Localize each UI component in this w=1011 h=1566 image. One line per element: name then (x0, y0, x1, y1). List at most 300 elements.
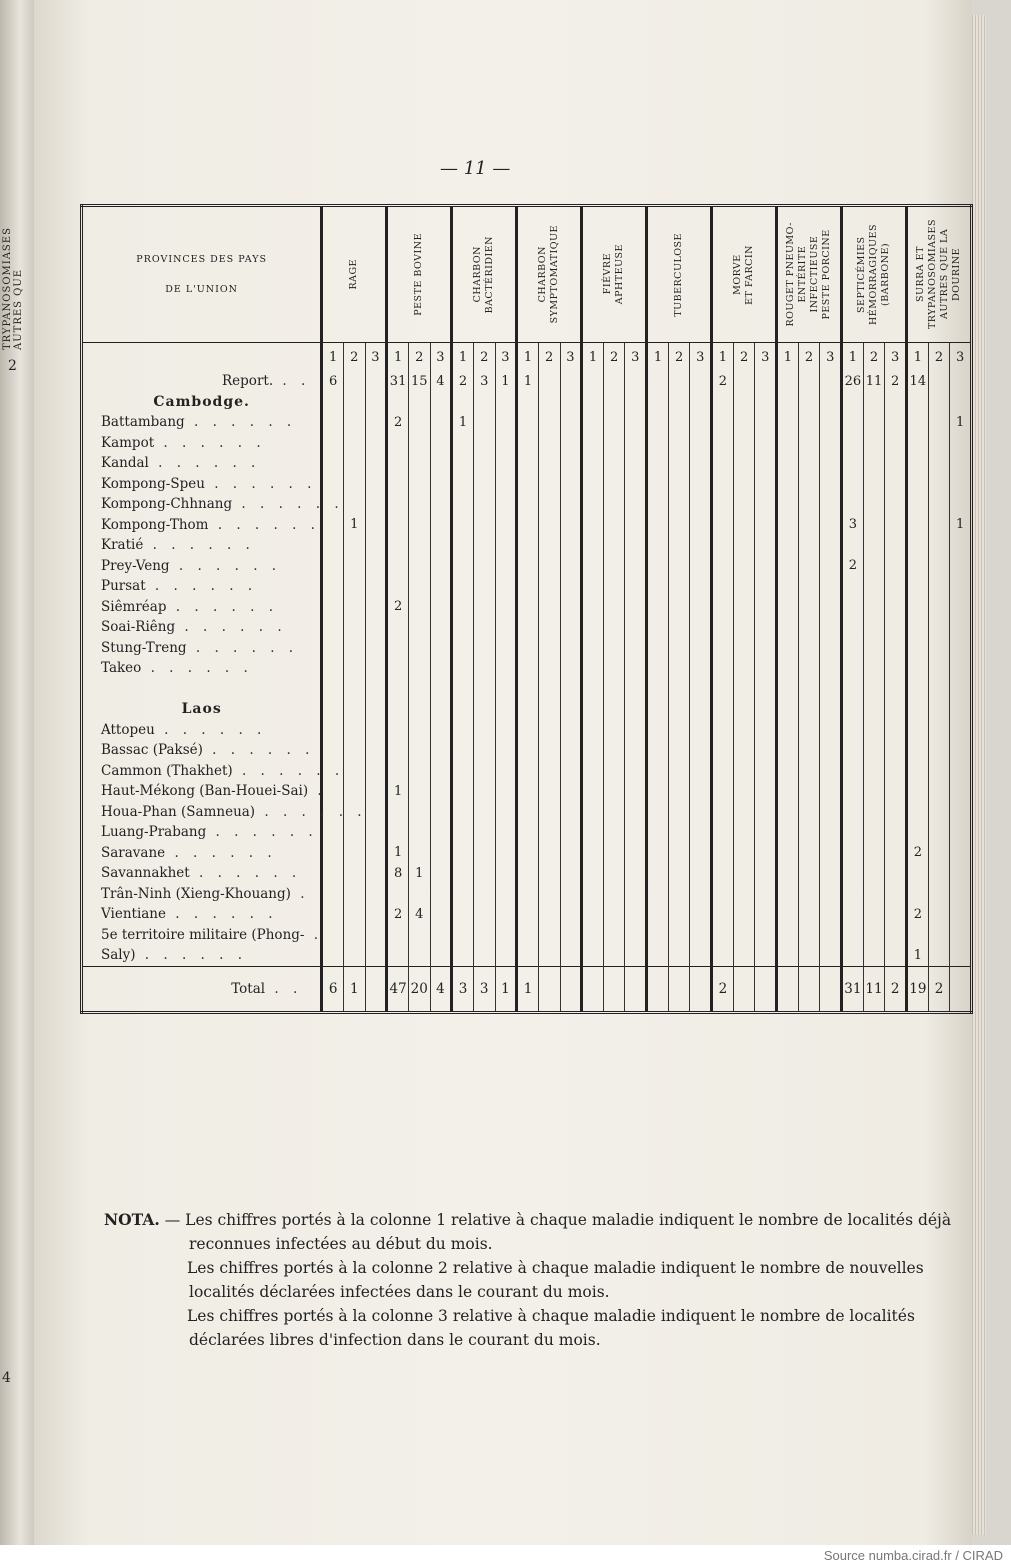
value-cell (538, 904, 560, 925)
value-cell (452, 720, 474, 741)
value-cell (798, 494, 820, 515)
value-cell (928, 740, 950, 761)
value-cell (582, 945, 604, 966)
value-cell (777, 597, 799, 618)
value-cell (842, 925, 864, 946)
province-name: Attopeu (101, 721, 155, 738)
value-cell (885, 822, 907, 843)
value-cell (690, 638, 712, 659)
value-cell (668, 863, 690, 884)
value-cell (625, 740, 647, 761)
value-cell: 1 (408, 863, 430, 884)
disease-header-label: FIÈVRE APHTEUSE (602, 244, 626, 305)
value-cell (690, 658, 712, 679)
table-row (82, 761, 972, 782)
value-cell (647, 453, 669, 474)
value-cell (907, 781, 929, 802)
value-cell (517, 679, 539, 700)
value-cell (473, 781, 495, 802)
value-cell (950, 945, 972, 966)
value-cell (582, 863, 604, 884)
value-cell (408, 638, 430, 659)
value-cell (365, 863, 387, 884)
value-cell (712, 699, 734, 720)
disease-header-label: MORVE ET FARCIN (732, 244, 756, 305)
value-cell (755, 638, 777, 659)
value-cell (733, 761, 755, 782)
value-cell (950, 699, 972, 720)
disease-table (80, 204, 973, 1014)
value-cell (387, 822, 409, 843)
value-cell (495, 679, 517, 700)
value-cell (668, 535, 690, 556)
table-row (82, 453, 972, 474)
value-cell (603, 515, 625, 536)
value-cell (365, 638, 387, 659)
value-cell (798, 576, 820, 597)
value-cell (863, 720, 885, 741)
value-cell (560, 638, 582, 659)
value-cell (668, 904, 690, 925)
value-cell (820, 535, 842, 556)
value-cell (625, 781, 647, 802)
value-cell (473, 945, 495, 966)
subcolumn-number: 2 (343, 343, 365, 372)
value-cell (495, 740, 517, 761)
value-cell (387, 679, 409, 700)
disease-header (712, 206, 777, 343)
section-row (82, 699, 972, 720)
value-cell (365, 453, 387, 474)
value-cell (517, 556, 539, 577)
value-cell (408, 884, 430, 905)
value-cell (863, 740, 885, 761)
leader-dots: . . . . . . (232, 496, 344, 513)
value-cell (452, 556, 474, 577)
value-cell (408, 453, 430, 474)
value-cell (668, 679, 690, 700)
value-cell (495, 781, 517, 802)
value-cell (430, 884, 452, 905)
value-cell (733, 740, 755, 761)
value-cell (755, 863, 777, 884)
table-row (82, 945, 972, 966)
section-row (82, 392, 972, 413)
value-cell (365, 802, 387, 823)
value-cell: 4 (430, 966, 452, 1012)
value-cell (863, 474, 885, 495)
value-cell (690, 679, 712, 700)
value-cell (690, 535, 712, 556)
value-cell (473, 761, 495, 782)
value-cell (712, 535, 734, 556)
value-cell (408, 515, 430, 536)
value-cell (733, 392, 755, 413)
value-cell (647, 515, 669, 536)
value-cell: 2 (387, 597, 409, 618)
value-cell (777, 843, 799, 864)
subcolumn-number: 1 (387, 343, 409, 372)
value-cell (647, 699, 669, 720)
value-cell (387, 515, 409, 536)
value-cell (560, 884, 582, 905)
value-cell (842, 740, 864, 761)
table-header-row (82, 206, 972, 343)
value-cell (560, 412, 582, 433)
province-label (82, 843, 322, 864)
leader-dots: . . . . . . (255, 803, 367, 820)
value-cell (322, 720, 344, 741)
value-cell (408, 822, 430, 843)
value-cell (408, 392, 430, 413)
value-cell (625, 945, 647, 966)
value-cell (950, 617, 972, 638)
value-cell (560, 822, 582, 843)
nota-label: NOTA. (104, 1210, 160, 1229)
subcolumn-number: 1 (452, 343, 474, 372)
value-cell (798, 740, 820, 761)
value-cell: 3 (473, 371, 495, 392)
value-cell (907, 474, 929, 495)
value-cell (733, 515, 755, 536)
province-name: Kompong-Speu (101, 475, 205, 492)
value-cell (712, 884, 734, 905)
value-cell (517, 433, 539, 454)
subcolumn-number: 3 (495, 343, 517, 372)
value-cell (625, 863, 647, 884)
value-cell (668, 392, 690, 413)
value-cell: 4 (408, 904, 430, 925)
value-cell (777, 392, 799, 413)
table-row (82, 371, 972, 392)
province-name: Laos (181, 701, 222, 718)
value-cell (343, 453, 365, 474)
leader-dots: . . . . . . (143, 537, 255, 554)
subcolumn-number: 2 (798, 343, 820, 372)
value-cell (430, 556, 452, 577)
value-cell (495, 658, 517, 679)
value-cell (452, 617, 474, 638)
value-cell (950, 494, 972, 515)
value-cell (712, 679, 734, 700)
value-cell (538, 597, 560, 618)
value-cell (907, 494, 929, 515)
value-cell (387, 638, 409, 659)
value-cell: 11 (863, 371, 885, 392)
value-cell (863, 535, 885, 556)
value-cell (387, 494, 409, 515)
value-cell (712, 392, 734, 413)
value-cell (647, 638, 669, 659)
value-cell (582, 966, 604, 1012)
value-cell (907, 884, 929, 905)
value-cell (885, 617, 907, 638)
value-cell (950, 474, 972, 495)
value-cell (343, 720, 365, 741)
value-cell (798, 925, 820, 946)
value-cell (430, 392, 452, 413)
value-cell (928, 371, 950, 392)
value-cell (408, 474, 430, 495)
value-cell: 2 (907, 843, 929, 864)
value-cell (495, 822, 517, 843)
value-cell (798, 781, 820, 802)
value-cell (365, 843, 387, 864)
value-cell (712, 453, 734, 474)
value-cell (928, 535, 950, 556)
value-cell (668, 494, 690, 515)
value-cell (495, 843, 517, 864)
subcolumn-number: 3 (560, 343, 582, 372)
value-cell (668, 781, 690, 802)
value-cell (733, 781, 755, 802)
value-cell (733, 699, 755, 720)
value-cell (647, 945, 669, 966)
value-cell (950, 720, 972, 741)
value-cell (798, 761, 820, 782)
province-label (82, 412, 322, 433)
value-cell (495, 556, 517, 577)
value-cell (885, 843, 907, 864)
value-cell (755, 658, 777, 679)
disease-header (907, 206, 972, 343)
value-cell (668, 966, 690, 1012)
value-cell (928, 597, 950, 618)
value-cell (495, 412, 517, 433)
value-cell (452, 884, 474, 905)
province-name: Savannakhet (101, 865, 190, 882)
value-cell (495, 576, 517, 597)
value-cell (690, 474, 712, 495)
value-cell (928, 515, 950, 536)
value-cell (495, 884, 517, 905)
page-edges (972, 15, 986, 1535)
value-cell (712, 925, 734, 946)
value-cell (842, 453, 864, 474)
province-label (82, 679, 322, 700)
value-cell (560, 740, 582, 761)
value-cell (733, 453, 755, 474)
province-name: Pursat (101, 578, 146, 595)
value-cell (322, 638, 344, 659)
value-cell (517, 945, 539, 966)
value-cell (473, 474, 495, 495)
value-cell (712, 494, 734, 515)
value-cell (322, 822, 344, 843)
value-cell (517, 720, 539, 741)
value-cell (560, 371, 582, 392)
value-cell: 3 (842, 515, 864, 536)
province-name: Prey-Veng (101, 557, 170, 574)
value-cell (560, 802, 582, 823)
value-cell (647, 781, 669, 802)
value-cell (690, 392, 712, 413)
value-cell (322, 474, 344, 495)
value-cell (798, 412, 820, 433)
value-cell (582, 822, 604, 843)
value-cell (473, 638, 495, 659)
value-cell (560, 925, 582, 946)
value-cell (907, 925, 929, 946)
province-label (82, 474, 322, 495)
value-cell (473, 535, 495, 556)
value-cell (755, 679, 777, 700)
value-cell (452, 392, 474, 413)
value-cell (473, 699, 495, 720)
value-cell (755, 822, 777, 843)
value-cell (430, 617, 452, 638)
value-cell (322, 535, 344, 556)
value-cell (495, 494, 517, 515)
value-cell (733, 884, 755, 905)
province-name: Total (231, 980, 266, 997)
value-cell (343, 576, 365, 597)
value-cell (473, 904, 495, 925)
value-cell (582, 474, 604, 495)
prev-page-value: 4 (2, 1370, 11, 1386)
province-name: Stung-Treng (101, 639, 187, 656)
value-cell (408, 433, 430, 454)
value-cell: 31 (387, 371, 409, 392)
value-cell (690, 371, 712, 392)
value-cell (625, 843, 647, 864)
value-cell (408, 658, 430, 679)
value-cell (712, 740, 734, 761)
value-cell (538, 720, 560, 741)
value-cell (495, 925, 517, 946)
value-cell (842, 884, 864, 905)
value-cell (387, 720, 409, 741)
value-cell (863, 412, 885, 433)
value-cell (430, 945, 452, 966)
value-cell (820, 843, 842, 864)
value-cell (733, 843, 755, 864)
value-cell (907, 802, 929, 823)
value-cell (343, 658, 365, 679)
value-cell (322, 945, 344, 966)
value-cell (820, 863, 842, 884)
value-cell (452, 638, 474, 659)
value-cell (755, 371, 777, 392)
disease-header (647, 206, 712, 343)
value-cell (950, 597, 972, 618)
leader-dots: . (308, 783, 327, 800)
value-cell (755, 597, 777, 618)
value-cell (842, 433, 864, 454)
value-cell (928, 679, 950, 700)
value-cell (885, 638, 907, 659)
value-cell (517, 761, 539, 782)
value-cell (603, 638, 625, 659)
value-cell (950, 556, 972, 577)
value-cell (473, 556, 495, 577)
leader-dots: . . . . . . (148, 455, 261, 472)
value-cell (777, 617, 799, 638)
value-cell (603, 453, 625, 474)
value-cell (365, 474, 387, 495)
value-cell (408, 494, 430, 515)
value-cell (733, 412, 755, 433)
value-cell (452, 597, 474, 618)
value-cell (517, 392, 539, 413)
value-cell (517, 453, 539, 474)
value-cell: 14 (907, 371, 929, 392)
value-cell (733, 966, 755, 1012)
table-row (82, 597, 972, 618)
value-cell (777, 761, 799, 782)
value-cell (517, 638, 539, 659)
value-cell (863, 617, 885, 638)
leader-dots: . . . . . . (208, 516, 320, 533)
value-cell (777, 884, 799, 905)
value-cell (885, 884, 907, 905)
value-cell (733, 371, 755, 392)
value-cell (603, 679, 625, 700)
value-cell (647, 597, 669, 618)
value-cell (603, 576, 625, 597)
subcolumn-number: 1 (582, 343, 604, 372)
subcolumn-number: 3 (690, 343, 712, 372)
value-cell (387, 392, 409, 413)
value-cell (928, 412, 950, 433)
value-cell (343, 556, 365, 577)
value-cell (733, 474, 755, 495)
value-cell (798, 597, 820, 618)
table-row (82, 802, 972, 823)
value-cell (863, 863, 885, 884)
value-cell (863, 802, 885, 823)
value-cell (820, 884, 842, 905)
table-row (82, 843, 972, 864)
value-cell (690, 761, 712, 782)
value-cell (777, 638, 799, 659)
value-cell: 1 (517, 371, 539, 392)
value-cell (538, 781, 560, 802)
province-name: Kompong-Chhnang (101, 496, 233, 513)
value-cell (647, 761, 669, 782)
value-cell (842, 617, 864, 638)
value-cell (950, 433, 972, 454)
subcolumn-number: 1 (322, 343, 344, 372)
value-cell (798, 843, 820, 864)
value-cell (387, 945, 409, 966)
value-cell (495, 433, 517, 454)
value-cell (950, 802, 972, 823)
value-cell (322, 392, 344, 413)
province-label (82, 904, 322, 925)
value-cell (647, 617, 669, 638)
value-cell (668, 884, 690, 905)
value-cell (820, 392, 842, 413)
value-cell (343, 412, 365, 433)
province-name: Report. (222, 373, 274, 390)
value-cell (928, 494, 950, 515)
value-cell (408, 679, 430, 700)
value-cell (603, 863, 625, 884)
value-cell (690, 617, 712, 638)
subcolumn-number: 1 (647, 343, 669, 372)
value-cell (473, 515, 495, 536)
value-cell (343, 474, 365, 495)
provinces-header-line: PROVINCES DES PAYS (136, 253, 267, 265)
value-cell (430, 433, 452, 454)
value-cell (712, 597, 734, 618)
value-cell (625, 535, 647, 556)
value-cell (863, 679, 885, 700)
value-cell (582, 843, 604, 864)
table-row (82, 658, 972, 679)
disease-header-label: CHARBON SYMPTOMATIQUE (537, 225, 561, 324)
